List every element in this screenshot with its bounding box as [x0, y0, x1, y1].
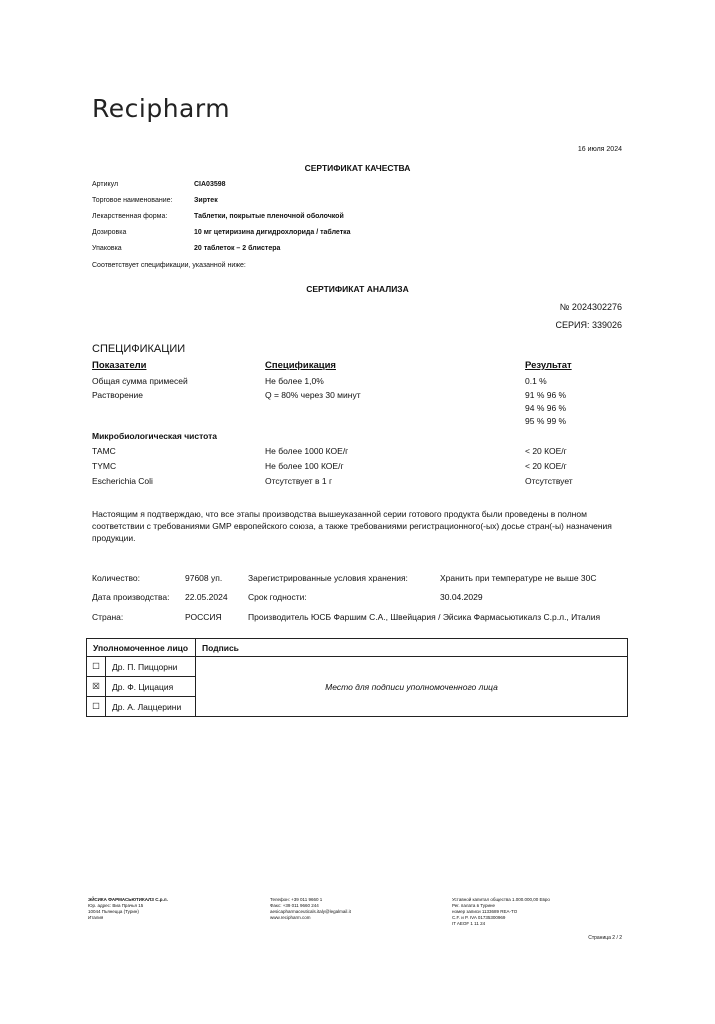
result-column-header: Результат: [525, 360, 572, 371]
production-date-value: 22.05.2024: [185, 592, 228, 602]
document-date: 16 июля 2024: [577, 146, 622, 153]
footer-line: Рег. палата в Турине: [452, 903, 495, 908]
footer-line: Италия: [88, 915, 104, 920]
microbiological-purity-title: Микробиологическая чистота: [92, 431, 218, 441]
footer-email[interactable]: aesicapharmaceuticals.italy@legalmail.it: [270, 909, 351, 914]
tymc-result: < 20 КОЕ/г: [525, 461, 567, 471]
dissolution-indicator: Растворение: [92, 390, 144, 400]
storage-label: Зарегистрированные условия хранения:: [248, 573, 408, 583]
dosage-label: Дозировка: [92, 229, 127, 236]
person-name: Др. Ф. Цицация: [106, 677, 196, 697]
page-number: Страница 2 / 2: [588, 935, 622, 941]
footer-line: номер записи 1133689 REA-TO: [452, 909, 518, 914]
footer-line: Телефон: +39 011 9660 1: [270, 897, 323, 902]
footer-line: ЭЙСИКА ФАРМАСЬЮТИКАЛЗ С.р.л.: [88, 897, 168, 902]
manufacturer-text: Производитель ЮСБ Фаршим С.А., Швейцария / Эйсика Фармасьютикалз С.р.л., Италия: [248, 612, 601, 622]
dissolution-result-2: 94 % 96 %: [525, 403, 567, 413]
person-name: Др. А. Лаццерини: [106, 697, 196, 717]
signature-table: [86, 638, 628, 717]
dissolution-result-3: 95 % 99 %: [525, 416, 567, 426]
article-label: Артикул: [92, 181, 119, 188]
signature-placeholder: Место для подписи уполномоченного лица: [196, 657, 628, 717]
certificate-number: № 2024302276: [559, 302, 622, 312]
footer-line: Юр. адрес: Виа Прачья 15: [88, 903, 144, 908]
indicator-column-header: Показатели: [92, 360, 147, 371]
company-logo: [92, 94, 230, 124]
expiry-value: 30.04.2029: [440, 592, 483, 602]
footer-line: IT AEOF 1 11 24: [452, 921, 486, 926]
dissolution-result-1: 91 % 96 %: [525, 390, 567, 400]
dissolution-spec: Q = 80% через 30 минут: [265, 390, 361, 400]
authorized-person-header: Уполномоченное лицо: [87, 639, 196, 657]
footer-line: 10044 Пьянецца (Турин): [88, 909, 139, 914]
ecoli-indicator: Escherichia Coli: [92, 476, 153, 486]
impurities-indicator: Общая сумма примесей: [92, 376, 188, 386]
impurities-spec: Не более 1,0%: [265, 376, 324, 386]
specifications-title: СПЕЦИФИКАЦИИ: [92, 343, 186, 355]
dosage-value: 10 мг цетиризина дигидрохлорида / таблетка: [194, 229, 351, 236]
footer-company-address: [88, 897, 248, 921]
trade-name-value: Зиртек: [194, 197, 218, 204]
footer-line: Факс: +39 011 9660 244: [270, 903, 319, 908]
dosage-form-value: Таблетки, покрытые пленочной оболочкой: [194, 213, 344, 220]
analysis-certificate-title: СЕРТИФИКАТ АНАЛИЗА: [306, 284, 409, 294]
tamc-spec: Не более 1000 КОЕ/г: [265, 446, 349, 456]
ecoli-spec: Отсутствует в 1 г: [265, 476, 333, 486]
quantity-value: 97608 уп.: [185, 573, 223, 583]
footer-line: С.F. и P. IVA 01735300969: [452, 915, 506, 920]
tamc-indicator: ТАМС: [92, 446, 116, 456]
signature-header: Подпись: [196, 639, 628, 657]
ecoli-result: Отсутствует: [525, 476, 573, 486]
expiry-label: Срок годности:: [248, 592, 307, 602]
article-value: CIA03598: [194, 181, 226, 188]
trade-name-label: Торговое наименование:: [92, 197, 173, 204]
person-checkbox[interactable]: ☒: [87, 677, 106, 697]
tamc-result: < 20 КОЕ/г: [525, 446, 567, 456]
person-name: Др. П. Пиццорни: [106, 657, 196, 677]
tymc-indicator: ТYМС: [92, 461, 117, 471]
dosage-form-label: Лекарственная форма:: [92, 213, 168, 220]
packaging-label: Упаковка: [92, 245, 122, 252]
compliance-note: Соответствует спецификации, указанной ниже:: [92, 262, 246, 269]
packaging-value: 20 таблеток – 2 блистера: [194, 245, 281, 252]
gmp-statement: Настоящим я подтверждаю, что все этапы производства вышеуказанной серии готового продукта были проведены в полном соответствии с требованиями GMP европейского союза, а также требованиями регистрационного(-ых) досье стран(-ы) назначения продукции.: [92, 509, 612, 543]
country-value: РОССИЯ: [185, 612, 222, 622]
storage-value: Хранить при температуре не выше 30С: [440, 573, 597, 583]
footer-contacts: [270, 897, 440, 921]
series-number: СЕРИЯ: 339026: [555, 320, 622, 330]
signature-row: [87, 657, 628, 677]
country-label: Страна:: [92, 612, 124, 622]
impurities-result: 0.1 %: [525, 376, 547, 386]
person-checkbox[interactable]: ☐: [87, 657, 106, 677]
footer-website[interactable]: www.recipharm.com: [270, 915, 311, 920]
spec-column-header: Спецификация: [265, 360, 336, 371]
tymc-spec: Не более 100 КОЕ/г: [265, 461, 344, 471]
quantity-label: Количество:: [92, 573, 141, 583]
person-checkbox[interactable]: ☐: [87, 697, 106, 717]
footer-line: Уставной капитал общества 1.000.000,00 Евро: [452, 897, 550, 902]
signature-table-header: [87, 639, 628, 657]
production-date-label: Дата производства:: [92, 592, 170, 602]
quality-certificate-title: СЕРТИФИКАТ КАЧЕСТВА: [304, 163, 411, 173]
logo-text: Recipharm: [92, 94, 231, 123]
footer-legal: [452, 897, 622, 927]
